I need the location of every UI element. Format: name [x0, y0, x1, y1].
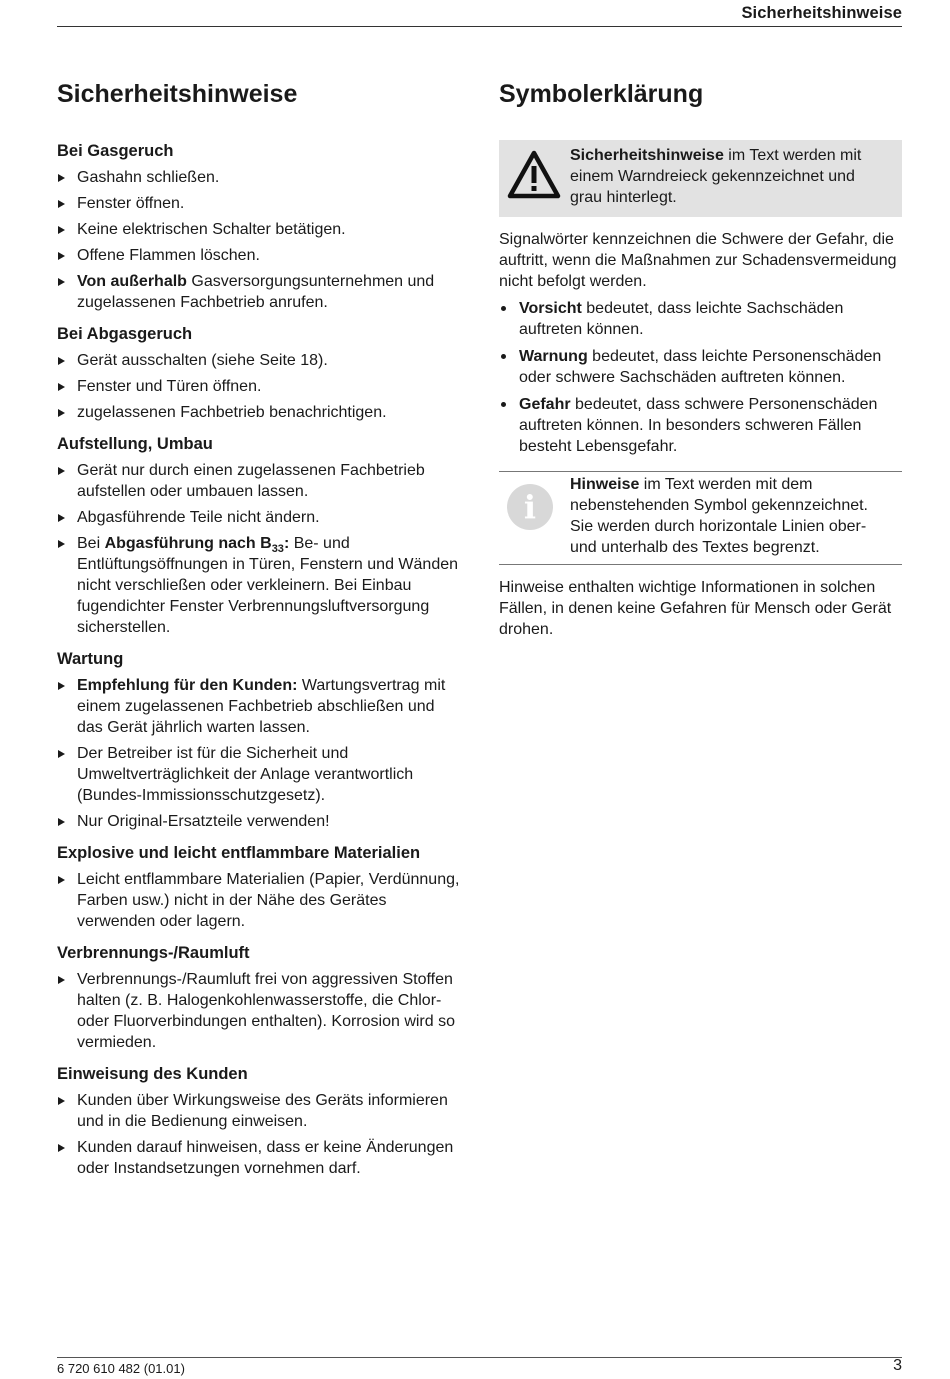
info-closing-paragraph: Hinweise enthalten wichtige Informationen in solchen Fällen, in denen keine Gefahren für Mensch oder Gerät drohen.: [499, 579, 892, 638]
info-note-body: im Text werden mit dem nebenstehenden Symbol gekennzeichnet. Sie werden durch horizontale Linien ober- und unterhalb des Textes begrenzt.: [570, 476, 868, 556]
signal-word-item: [499, 346, 902, 388]
section-heading: Einweisung des Kunden: [57, 1065, 248, 1083]
arrow-bullet-icon: [58, 514, 65, 522]
instruction-text: Keine elektrischen Schalter betätigen.: [77, 221, 346, 238]
arrow-bullet-icon: [58, 876, 65, 884]
instruction-emphasis: Von außerhalb: [77, 273, 187, 290]
instruction-item: [57, 675, 462, 738]
instruction-text: Leicht entflammbare Materialien (Papier, Verdünnung, Farben usw.) nicht in der Nähe des Gerätes verwenden oder lagern.: [77, 871, 460, 930]
instruction-text: Gerät ausschalten (siehe Seite 18).: [77, 352, 328, 369]
instruction-item: [57, 533, 462, 638]
section-heading: Wartung: [57, 650, 124, 668]
arrow-bullet-icon: [58, 818, 65, 826]
header-rule: [57, 26, 902, 27]
arrow-bullet-icon: [58, 540, 65, 548]
info-note-bold: Hinweise: [570, 476, 640, 493]
instruction-item: [57, 376, 462, 397]
arrow-bullet-icon: [58, 1144, 65, 1152]
instruction-text: Wartungsvertrag mit einem zugelassenen Fachbetrieb abschließen und das Gerät jährlich warten lassen.: [77, 677, 446, 736]
arrow-bullet-icon: [58, 467, 65, 475]
warning-triangle-icon: [507, 150, 561, 205]
instruction-item: [57, 271, 462, 313]
instruction-emphasis: Abgasführung nach B: [104, 535, 272, 552]
instruction-text: Gerät nur durch einen zugelassenen Fachbetrieb aufstellen oder umbauen lassen.: [77, 462, 425, 500]
instruction-text: Nur Original-Ersatzteile verwenden!: [77, 813, 330, 830]
instruction-item: [57, 402, 462, 423]
instruction-subscript-wrap: [271, 535, 284, 555]
bullet-icon: [501, 402, 506, 407]
instruction-item: [57, 1090, 462, 1132]
warning-note-body: im Text werden mit einem Warndreieck gekennzeichnet und grau hinterlegt.: [570, 147, 862, 206]
footer-rule: [57, 1357, 902, 1358]
signal-word-item: [499, 394, 902, 457]
signal-word: Vorsicht: [519, 300, 582, 317]
arrow-bullet-icon: [58, 682, 65, 690]
arrow-bullet-icon: [58, 976, 65, 984]
warning-note-text: [570, 145, 870, 208]
arrow-bullet-icon: [58, 409, 65, 417]
instruction-list: [57, 869, 462, 932]
instruction-prefix: Bei: [77, 535, 105, 552]
safety-title: Sicherheitshinweise: [57, 80, 298, 108]
arrow-bullet-icon: [58, 252, 65, 260]
instruction-item: [57, 167, 462, 188]
safety-column: [57, 78, 462, 1189]
section-heading: Verbrennungs-/Raumluft: [57, 944, 250, 962]
arrow-bullet-icon: [58, 200, 65, 208]
instruction-item: [57, 811, 462, 832]
instruction-list: [57, 167, 462, 313]
instruction-text: Gasversorgungsunternehmen und zugelassenen Fachbetrieb anrufen.: [77, 273, 435, 311]
bullet-icon: [501, 306, 506, 311]
symbol-title: Symbolerklärung: [499, 80, 704, 108]
instruction-item: [57, 869, 462, 932]
instruction-item: [57, 969, 462, 1053]
instruction-text: Der Betreiber ist für die Sicherheit und Umweltverträglichkeit der Anlage verantwortlich (Bundes-Immissionsschutzgesetz).: [77, 745, 414, 804]
instruction-list: [57, 350, 462, 423]
arrow-bullet-icon: [58, 278, 65, 286]
arrow-bullet-icon: [58, 357, 65, 365]
instruction-item: [57, 219, 462, 240]
instruction-item: [57, 1137, 462, 1179]
instruction-item: [57, 350, 462, 371]
instruction-list: [57, 969, 462, 1053]
instruction-text: Gashahn schließen.: [77, 169, 220, 186]
instruction-text: Fenster öffnen.: [77, 195, 185, 212]
instruction-item: [57, 245, 462, 266]
info-icon: i: [507, 484, 553, 530]
instruction-item: [57, 743, 462, 806]
arrow-bullet-icon: [58, 383, 65, 391]
instruction-list: [57, 1090, 462, 1179]
signal-word-description: bedeutet, dass leichte Sachschäden auftreten können.: [519, 300, 844, 338]
arrow-bullet-icon: [58, 1097, 65, 1105]
symbol-column: [499, 78, 902, 646]
document-number: 6 720 610 482 (01.01): [57, 1361, 185, 1376]
instruction-emphasis-suffix: :: [283, 535, 290, 552]
instruction-text: Offene Flammen löschen.: [77, 247, 260, 264]
instruction-item: [57, 507, 462, 528]
instruction-text: Fenster und Türen öffnen.: [77, 378, 262, 395]
instruction-emphasis: Empfehlung für den Kunden:: [77, 677, 298, 694]
arrow-bullet-icon: [58, 174, 65, 182]
info-note-text: [570, 474, 890, 558]
signal-word-description: bedeutet, dass leichte Personenschäden oder schwere Sachschäden auftreten können.: [519, 348, 882, 386]
signal-word-description: bedeutet, dass schwere Personenschäden auftreten können. In besonders schweren Fällen besteht Lebensgefahr.: [519, 396, 878, 455]
signal-words-list: [499, 298, 902, 457]
instruction-text: Be- und Entlüftungsöffnungen in Türen, Fenstern und Wänden nicht verschließen oder verkleinern. Bei Einbau fugendichter Fenster Verbrennungsluftversorgung sicherstellen.: [77, 535, 459, 636]
instruction-list: [57, 675, 462, 832]
instruction-list: [57, 460, 462, 638]
instruction-text: zugelassenen Fachbetrieb benachrichtigen.: [77, 404, 387, 421]
instruction-text: Kunden über Wirkungsweise des Geräts informieren und in die Bedienung einweisen.: [77, 1092, 448, 1130]
info-note-box: [499, 471, 902, 565]
bullet-icon: [501, 354, 506, 359]
instruction-text: Kunden darauf hinweisen, dass er keine Änderungen oder Instandsetzungen vornehmen darf.: [77, 1139, 454, 1177]
section-heading: Explosive und leicht entflammbare Materialien: [57, 844, 421, 862]
warning-note-bold: Sicherheitshinweise: [570, 147, 724, 164]
signal-words-intro: Signalwörter kennzeichnen die Schwere der Gefahr, die auftritt, wenn die Maßnahmen zur Schadensvermeidung nicht befolgt werden.: [499, 231, 897, 290]
instruction-item: [57, 460, 462, 502]
arrow-bullet-icon: [58, 226, 65, 234]
section-heading: Aufstellung, Umbau: [57, 435, 213, 453]
section-heading: Bei Gasgeruch: [57, 142, 174, 160]
arrow-bullet-icon: [58, 750, 65, 758]
instruction-subscript: 33: [271, 543, 284, 555]
signal-word-item: [499, 298, 902, 340]
signal-word: Gefahr: [519, 396, 571, 413]
instruction-item: [57, 193, 462, 214]
instruction-text: Abgasführende Teile nicht ändern.: [77, 509, 320, 526]
running-header-title: Sicherheitshinweise: [741, 4, 902, 22]
section-heading: Bei Abgasgeruch: [57, 325, 193, 343]
safety-sections: [57, 140, 462, 1179]
page-number: 3: [893, 1357, 902, 1374]
warning-note-box: [499, 140, 902, 217]
signal-word: Warnung: [519, 348, 588, 365]
instruction-text: Verbrennungs-/Raumluft frei von aggressiven Stoffen halten (z. B. Halogenkohlenwasserstoffe, die Chlor- oder Fluorverbindungen enthalten). Korrosion wird so vermieden.: [77, 971, 455, 1051]
